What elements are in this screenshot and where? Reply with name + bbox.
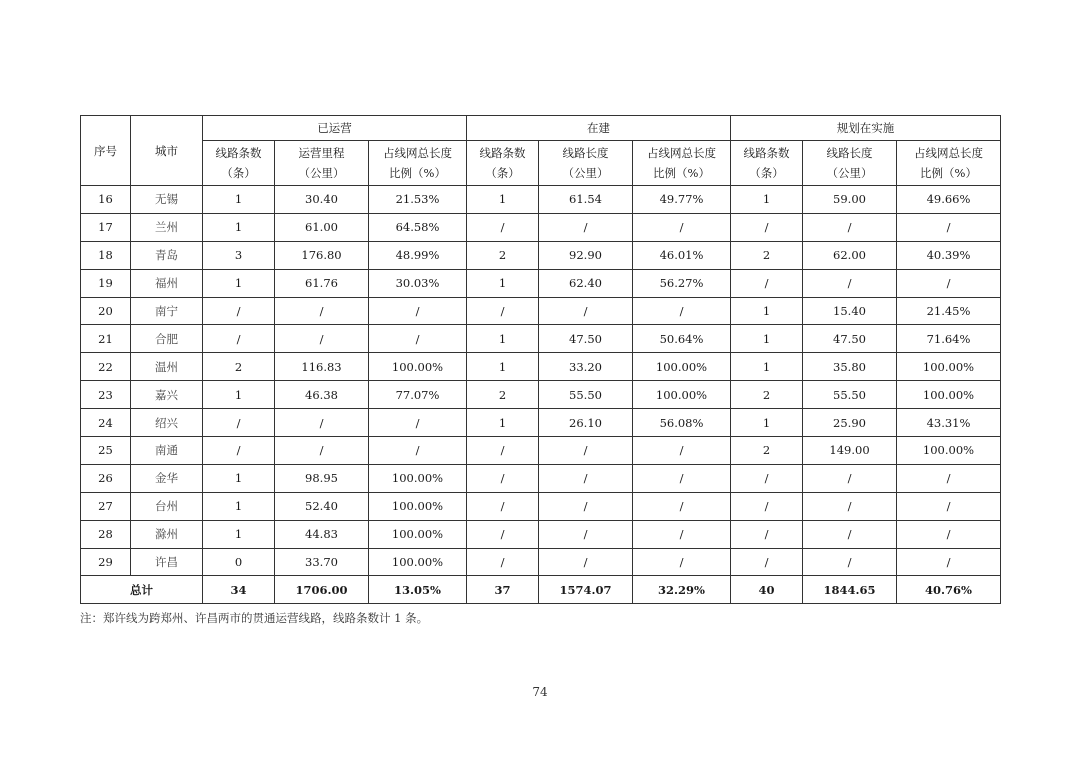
header-subcolumn (897, 141, 1001, 186)
value-cell: / (731, 213, 803, 241)
city-cell: 金华 (131, 464, 203, 492)
value-cell: / (467, 213, 539, 241)
value-cell: 46.01% (633, 241, 731, 269)
value-cell: 1 (203, 381, 275, 409)
value-cell: 2 (467, 241, 539, 269)
value-cell: 2 (731, 381, 803, 409)
city-cell: 南通 (131, 437, 203, 465)
seq-cell: 29 (81, 548, 131, 576)
value-cell: / (803, 269, 897, 297)
city-cell: 兰州 (131, 213, 203, 241)
value-cell: 176.80 (275, 241, 369, 269)
value-cell: / (897, 492, 1001, 520)
header-subcolumn (369, 141, 467, 186)
value-cell: / (369, 409, 467, 437)
value-cell: / (633, 297, 731, 325)
value-cell: 61.54 (539, 186, 633, 214)
header-subcolumn (539, 141, 633, 186)
seq-cell: 20 (81, 297, 131, 325)
header-subcolumn-line: （条） (485, 166, 520, 180)
value-cell: / (275, 325, 369, 353)
city-cell: 温州 (131, 353, 203, 381)
value-cell: 98.95 (275, 464, 369, 492)
value-cell: 149.00 (803, 437, 897, 465)
header-subcolumn-line: 线路长度 (826, 146, 873, 160)
value-cell: / (897, 520, 1001, 548)
value-cell: 1 (203, 520, 275, 548)
value-cell: 30.03% (369, 269, 467, 297)
value-cell: / (633, 437, 731, 465)
table-body (81, 186, 1001, 576)
header-subcolumn-line: （公里） (298, 166, 345, 180)
seq-cell: 16 (81, 186, 131, 214)
total-row (81, 576, 1001, 604)
value-cell: 64.58% (369, 213, 467, 241)
city-cell: 南宁 (131, 297, 203, 325)
value-cell: / (539, 520, 633, 548)
table-row (81, 381, 1001, 409)
value-cell: 100.00% (633, 381, 731, 409)
total-value-cell: 40.76% (897, 576, 1001, 604)
value-cell: / (897, 548, 1001, 576)
value-cell: / (369, 437, 467, 465)
header-subcolumn (803, 141, 897, 186)
value-cell: 2 (731, 241, 803, 269)
page-number: 74 (532, 685, 548, 699)
value-cell: 1 (467, 353, 539, 381)
value-cell: 48.99% (369, 241, 467, 269)
table-row (81, 520, 1001, 548)
value-cell: / (897, 269, 1001, 297)
value-cell: / (539, 464, 633, 492)
value-cell: 100.00% (633, 353, 731, 381)
city-cell: 绍兴 (131, 409, 203, 437)
value-cell: / (633, 492, 731, 520)
table-row (81, 213, 1001, 241)
total-value-cell: 1706.00 (275, 576, 369, 604)
value-cell: 71.64% (897, 325, 1001, 353)
value-cell: 100.00% (369, 548, 467, 576)
value-cell: / (803, 520, 897, 548)
city-cell: 滁州 (131, 520, 203, 548)
value-cell: / (731, 492, 803, 520)
value-cell: / (731, 520, 803, 548)
header-group-under-construction: 在建 (467, 116, 731, 141)
value-cell: 61.76 (275, 269, 369, 297)
table-row (81, 353, 1001, 381)
value-cell: / (203, 297, 275, 325)
value-cell: 100.00% (369, 353, 467, 381)
value-cell: 1 (467, 409, 539, 437)
seq-cell: 26 (81, 464, 131, 492)
total-value-cell: 13.05% (369, 576, 467, 604)
table-row (81, 269, 1001, 297)
value-cell: 100.00% (369, 520, 467, 548)
table-row (81, 492, 1001, 520)
value-cell: 1 (467, 269, 539, 297)
table-row (81, 437, 1001, 465)
value-cell: / (275, 409, 369, 437)
table-row (81, 464, 1001, 492)
city-rail-statistics-table (80, 115, 1001, 604)
value-cell: / (803, 548, 897, 576)
value-cell: 100.00% (369, 464, 467, 492)
table-row (81, 297, 1001, 325)
header-subcolumn-line: 比例（%） (920, 166, 977, 180)
value-cell: / (803, 213, 897, 241)
value-cell: 33.20 (539, 353, 633, 381)
value-cell: 1 (203, 269, 275, 297)
total-value-cell: 34 (203, 576, 275, 604)
table-row (81, 186, 1001, 214)
header-subcolumn-line: 线路长度 (562, 146, 609, 160)
header-seq: 序号 (81, 116, 131, 186)
city-cell: 台州 (131, 492, 203, 520)
value-cell: / (731, 464, 803, 492)
value-cell: / (633, 464, 731, 492)
total-value-cell: 1574.07 (539, 576, 633, 604)
city-cell: 嘉兴 (131, 381, 203, 409)
value-cell: 3 (203, 241, 275, 269)
value-cell: 100.00% (369, 492, 467, 520)
value-cell: / (539, 297, 633, 325)
value-cell: 0 (203, 548, 275, 576)
value-cell: / (731, 548, 803, 576)
value-cell: 52.40 (275, 492, 369, 520)
value-cell: 21.53% (369, 186, 467, 214)
seq-cell: 27 (81, 492, 131, 520)
value-cell: / (803, 492, 897, 520)
value-cell: / (467, 548, 539, 576)
header-group-planned: 规划在实施 (731, 116, 1001, 141)
value-cell: 50.64% (633, 325, 731, 353)
header-subcolumn (275, 141, 369, 186)
value-cell: / (467, 520, 539, 548)
header-subcolumn-line: 比例（%） (653, 166, 710, 180)
seq-cell: 17 (81, 213, 131, 241)
value-cell: 15.40 (803, 297, 897, 325)
value-cell: / (803, 464, 897, 492)
value-cell: / (633, 213, 731, 241)
value-cell: 55.50 (539, 381, 633, 409)
value-cell: 62.00 (803, 241, 897, 269)
header-row-subcolumns (81, 141, 1001, 186)
value-cell: / (275, 437, 369, 465)
value-cell: 100.00% (897, 437, 1001, 465)
header-city: 城市 (131, 116, 203, 186)
header-subcolumn-line: 占线网总长度 (647, 146, 717, 160)
city-cell: 福州 (131, 269, 203, 297)
value-cell: 62.40 (539, 269, 633, 297)
total-value-cell: 37 (467, 576, 539, 604)
value-cell: 1 (467, 186, 539, 214)
total-value-cell: 1844.65 (803, 576, 897, 604)
header-row-groups (81, 116, 1001, 141)
value-cell: 56.08% (633, 409, 731, 437)
value-cell: 49.77% (633, 186, 731, 214)
value-cell: 1 (203, 464, 275, 492)
value-cell: 2 (203, 353, 275, 381)
total-value-cell: 32.29% (633, 576, 731, 604)
value-cell: 47.50 (539, 325, 633, 353)
value-cell: 46.38 (275, 381, 369, 409)
seq-cell: 19 (81, 269, 131, 297)
value-cell: 43.31% (897, 409, 1001, 437)
value-cell: / (539, 492, 633, 520)
value-cell: 2 (467, 381, 539, 409)
city-cell: 合肥 (131, 325, 203, 353)
value-cell: 116.83 (275, 353, 369, 381)
value-cell: / (203, 409, 275, 437)
value-cell: / (897, 464, 1001, 492)
header-subcolumn-line: 运营里程 (298, 146, 345, 160)
value-cell: 2 (731, 437, 803, 465)
total-value-cell: 40 (731, 576, 803, 604)
value-cell: 100.00% (897, 353, 1001, 381)
value-cell: 1 (731, 186, 803, 214)
value-cell: 1 (203, 213, 275, 241)
value-cell: / (539, 213, 633, 241)
value-cell: / (467, 437, 539, 465)
header-subcolumn (633, 141, 731, 186)
header-subcolumn (467, 141, 539, 186)
value-cell: 47.50 (803, 325, 897, 353)
value-cell: 77.07% (369, 381, 467, 409)
value-cell: / (539, 437, 633, 465)
value-cell: / (369, 297, 467, 325)
value-cell: 1 (203, 492, 275, 520)
value-cell: 1 (731, 297, 803, 325)
seq-cell: 24 (81, 409, 131, 437)
seq-cell: 22 (81, 353, 131, 381)
value-cell: / (467, 297, 539, 325)
header-subcolumn (203, 141, 275, 186)
header-subcolumn-line: 线路条数 (479, 146, 526, 160)
value-cell: 21.45% (897, 297, 1001, 325)
seq-cell: 21 (81, 325, 131, 353)
value-cell: 49.66% (897, 186, 1001, 214)
header-subcolumn-line: 占线网总长度 (383, 146, 452, 160)
value-cell: 1 (731, 353, 803, 381)
value-cell: 35.80 (803, 353, 897, 381)
value-cell: 1 (731, 409, 803, 437)
value-cell: 1 (467, 325, 539, 353)
value-cell: / (633, 520, 731, 548)
value-cell: 55.50 (803, 381, 897, 409)
table-row (81, 548, 1001, 576)
value-cell: 1 (203, 186, 275, 214)
header-subcolumn-line: （公里） (826, 166, 873, 180)
value-cell: 56.27% (633, 269, 731, 297)
city-cell: 无锡 (131, 186, 203, 214)
value-cell: 44.83 (275, 520, 369, 548)
header-subcolumn-line: 线路条数 (215, 146, 262, 160)
header-subcolumn-line: （条） (221, 166, 256, 180)
header-subcolumn (731, 141, 803, 186)
table-row (81, 325, 1001, 353)
total-label: 总计 (81, 576, 203, 604)
header-subcolumn-line: （条） (749, 166, 784, 180)
seq-cell: 23 (81, 381, 131, 409)
seq-cell: 18 (81, 241, 131, 269)
seq-cell: 25 (81, 437, 131, 465)
value-cell: 25.90 (803, 409, 897, 437)
value-cell: / (203, 437, 275, 465)
header-subcolumn-line: （公里） (562, 166, 609, 180)
city-cell: 许昌 (131, 548, 203, 576)
value-cell: / (275, 297, 369, 325)
value-cell: 61.00 (275, 213, 369, 241)
value-cell: / (633, 548, 731, 576)
value-cell: 33.70 (275, 548, 369, 576)
table-row (81, 409, 1001, 437)
city-cell: 青岛 (131, 241, 203, 269)
value-cell: / (203, 325, 275, 353)
value-cell: / (539, 548, 633, 576)
value-cell: 100.00% (897, 381, 1001, 409)
value-cell: 59.00 (803, 186, 897, 214)
value-cell: 30.40 (275, 186, 369, 214)
table-footnote: 注：郑许线为跨郑州、许昌两市的贯通运营线路，线路条数计 1 条。 (80, 611, 429, 625)
value-cell: 92.90 (539, 241, 633, 269)
value-cell: / (731, 269, 803, 297)
header-group-operating: 已运营 (203, 116, 467, 141)
value-cell: / (467, 464, 539, 492)
table-row (81, 241, 1001, 269)
seq-cell: 28 (81, 520, 131, 548)
value-cell: 26.10 (539, 409, 633, 437)
header-subcolumn-line: 线路条数 (743, 146, 790, 160)
header-subcolumn-line: 占线网总长度 (914, 146, 984, 160)
value-cell: 1 (731, 325, 803, 353)
value-cell: / (897, 213, 1001, 241)
value-cell: / (467, 492, 539, 520)
value-cell: 40.39% (897, 241, 1001, 269)
value-cell: / (369, 325, 467, 353)
header-subcolumn-line: 比例（%） (389, 166, 446, 180)
